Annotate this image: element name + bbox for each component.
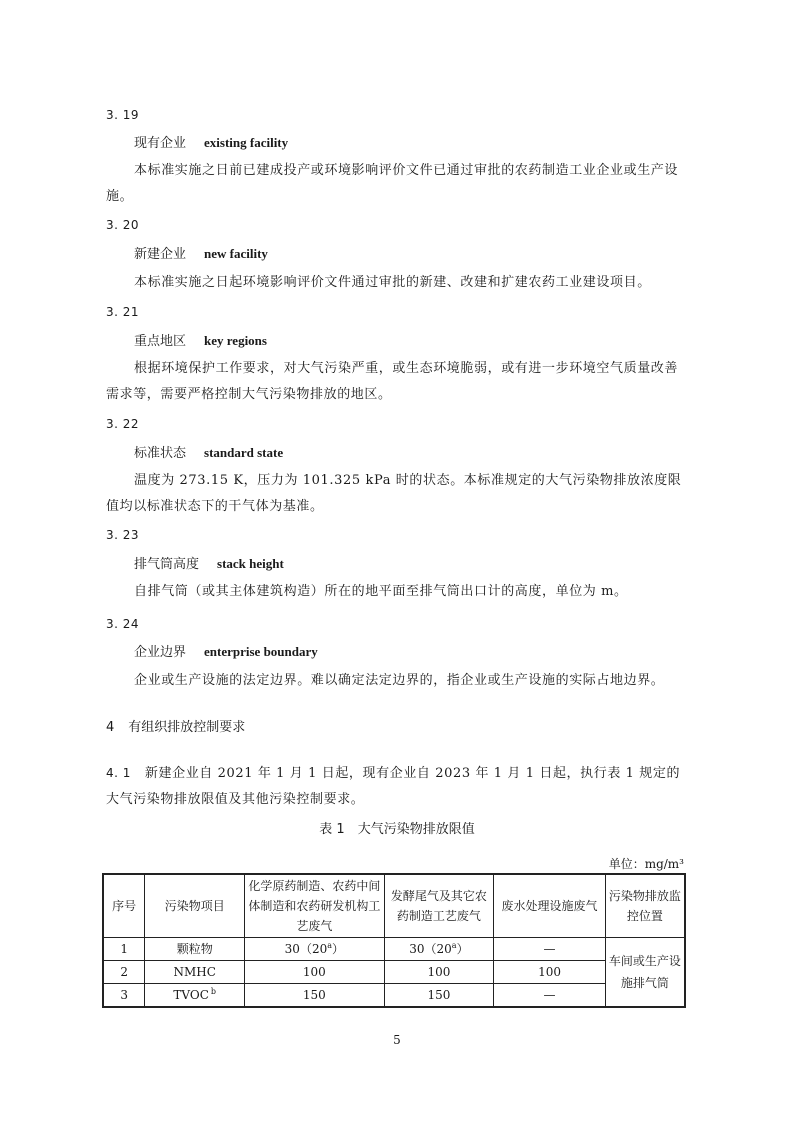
- cell-item: [145, 961, 245, 984]
- cell-wastewater: 100: [494, 961, 606, 984]
- term-en: standard state: [204, 445, 284, 460]
- cell-no: 1: [103, 938, 145, 961]
- term-definition: 企业或生产设施的法定边界。难以确定法定边界的，指企业或生产设施的实际占地边界。: [134, 673, 665, 688]
- clause-number: 4. 1: [106, 766, 131, 780]
- cell-value: 30（20: [409, 942, 452, 956]
- term-en: enterprise boundary: [204, 644, 318, 659]
- footnote-mark: b: [210, 987, 217, 996]
- cell-wastewater: —: [494, 984, 606, 1008]
- term-heading: [134, 241, 268, 268]
- col-header-ferment: 发酵尾气及其它农药制造工艺废气: [384, 874, 494, 938]
- item-number: 3. 24: [106, 617, 140, 631]
- item-number: 3. 22: [106, 417, 140, 431]
- col-header-wastewater: 废水处理设施废气: [494, 874, 606, 938]
- cell-item-text: 颗粒物: [176, 942, 213, 956]
- clause-4-1: [106, 760, 690, 813]
- cell-ferment: [384, 938, 494, 961]
- cell-item: [145, 984, 245, 1008]
- cell-chem: [245, 938, 385, 961]
- term-heading: [134, 551, 284, 578]
- term-definition: 自排气筒（或其主体建筑构造）所在的地平面至排气筒出口计的高度，单位为 m。: [134, 584, 628, 599]
- term-definition: 本标准实施之日起环境影响评价文件通过审批的新建、改建和扩建农药工业建设项目。: [134, 275, 651, 290]
- cell-item-text: NMHC: [173, 965, 216, 979]
- term-definition: 温度为 273.15 K，压力为 101.325 kPa 时的状态。本标准规定的大气污染物排放浓度限值均以标准状态下的干气体为基准。: [106, 473, 682, 514]
- table-row: [103, 984, 685, 1008]
- cell-item: [145, 938, 245, 961]
- item-number: 3. 20: [106, 218, 140, 232]
- col-header-chem: 化学原药制造、农药中间体制造和农药研发机构工艺废气: [245, 874, 385, 938]
- cell-item-text: TVOC: [173, 988, 209, 1002]
- term-definition: 根据环境保护工作要求，对大气污染严重，或生态环境脆弱，或有进一步环境空气质量改善需求等，需要严格控制大气污染物排放的地区。: [106, 361, 679, 402]
- term-definition: 本标准实施之日前已建成投产或环境影响评价文件已通过审批的农药制造工业企业或生产设施。: [106, 163, 679, 204]
- term-zh: 现有企业: [134, 136, 187, 151]
- item-number: 3. 19: [106, 108, 140, 122]
- cell-value: 30（20: [284, 942, 328, 956]
- footnote-mark: a: [451, 941, 457, 950]
- term-zh: 重点地区: [134, 334, 187, 349]
- table-header-row: [103, 874, 685, 938]
- cell-chem: 100: [245, 961, 385, 984]
- term-heading: [134, 440, 283, 467]
- term-heading: [134, 130, 288, 157]
- table-title: 表 1 大气污染物排放限值: [319, 822, 475, 837]
- cell-no: 2: [103, 961, 145, 984]
- item-number: 3. 23: [106, 528, 140, 542]
- footnote-mark: a: [327, 941, 332, 950]
- term-en: key regions: [204, 333, 267, 348]
- term-zh: 企业边界: [134, 645, 187, 660]
- section-number: 4: [106, 720, 115, 735]
- item-number: 3. 21: [106, 305, 140, 319]
- cell-value-end: ）: [332, 942, 345, 956]
- section-heading: [106, 715, 245, 741]
- table-row: [103, 961, 685, 984]
- cell-ferment: 100: [384, 961, 494, 984]
- cell-location: 车间或生产设施排气筒: [605, 938, 685, 1008]
- term-en: stack height: [217, 556, 284, 571]
- col-header-item: 污染物项目: [145, 874, 245, 938]
- term-heading: [134, 328, 267, 355]
- cell-chem: 150: [245, 984, 385, 1008]
- section-title: 有组织排放控制要求: [128, 720, 246, 735]
- table-row: [103, 938, 685, 961]
- page-number: 5: [393, 1033, 401, 1047]
- col-header-no: 序号: [103, 874, 145, 938]
- emission-limits-table: [102, 873, 686, 1008]
- col-header-location: 污染物排放监控位置: [605, 874, 685, 938]
- term-zh: 标准状态: [134, 446, 187, 461]
- table-unit: 单位：mg/m³: [608, 857, 684, 871]
- term-en: existing facility: [204, 135, 289, 150]
- cell-wastewater: —: [494, 938, 606, 961]
- cell-value-end: ）: [456, 942, 469, 956]
- term-en: new facility: [204, 246, 268, 261]
- cell-ferment: 150: [384, 984, 494, 1008]
- cell-no: 3: [103, 984, 145, 1008]
- clause-text: 新建企业自 2021 年 1 月 1 日起，现有企业自 2023 年 1 月 1 日起，执行表 1 规定的大气污染物排放限值及其他污染控制要求。: [106, 766, 681, 807]
- term-heading: [134, 639, 318, 666]
- term-zh: 新建企业: [134, 247, 187, 262]
- term-zh: 排气筒高度: [134, 557, 200, 572]
